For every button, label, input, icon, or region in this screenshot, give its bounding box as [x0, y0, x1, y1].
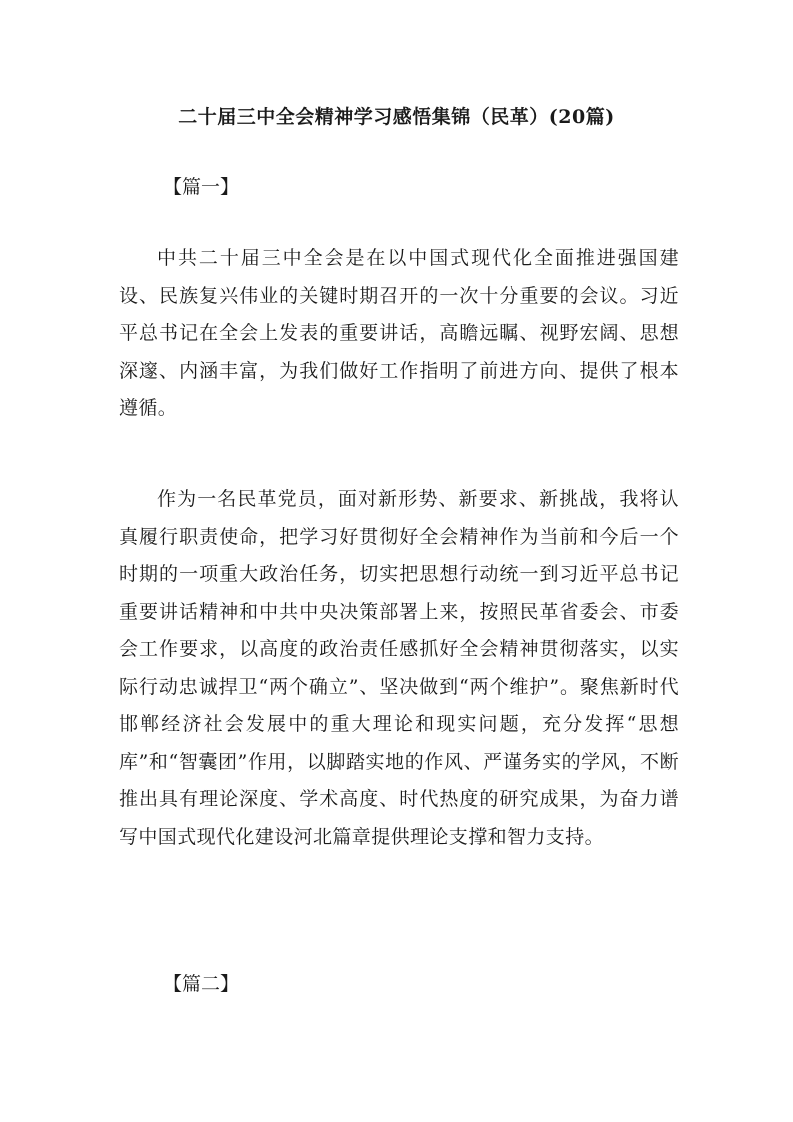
document-title: 二十届三中全会精神学习感悟集锦（民革）(20篇)	[178, 106, 615, 128]
paragraph-1: 中共二十届三中全会是在以中国式现代化全面推进强国建设、民族复兴伟业的关键时期召开的一次十分重要的会议。习近平总书记在全会上发表的重要讲话，高瞻远瞩、视野宏阔、思想深邃、内涵丰富，为我们做好工作指明了前进方向、提供了根本遵循。	[119, 247, 679, 419]
section-heading-1: 【篇一】	[163, 176, 240, 198]
section-heading-2: 【篇二】	[163, 973, 240, 995]
paragraph-2: 作为一名民革党员，面对新形势、新要求、新挑战，我将认真履行职责使命，把学习好贯彻好全会精神作为当前和今后一个时期的一项重大政治任务，切实把思想行动统一到习近平总书记重要讲话精神和中共中央决策部署上来，按照民革省委会、市委会工作要求，以高度的政治责任感抓好全会精神贯彻落实，以实际行动忠诚捍卫“两个确立”、坚决做到“两个维护”。聚焦新时代邯郸经济社会发展中的重大理论和现实问题，充分发挥“思想库”和“智囊团”作用，以脚踏实地的作风、严谨务实的学风，不断推出具有理论深度、学术高度、时代热度的研究成果，为奋力谱写中国式现代化建设河北篇章提供理论支撑和智力支持。	[119, 488, 679, 848]
